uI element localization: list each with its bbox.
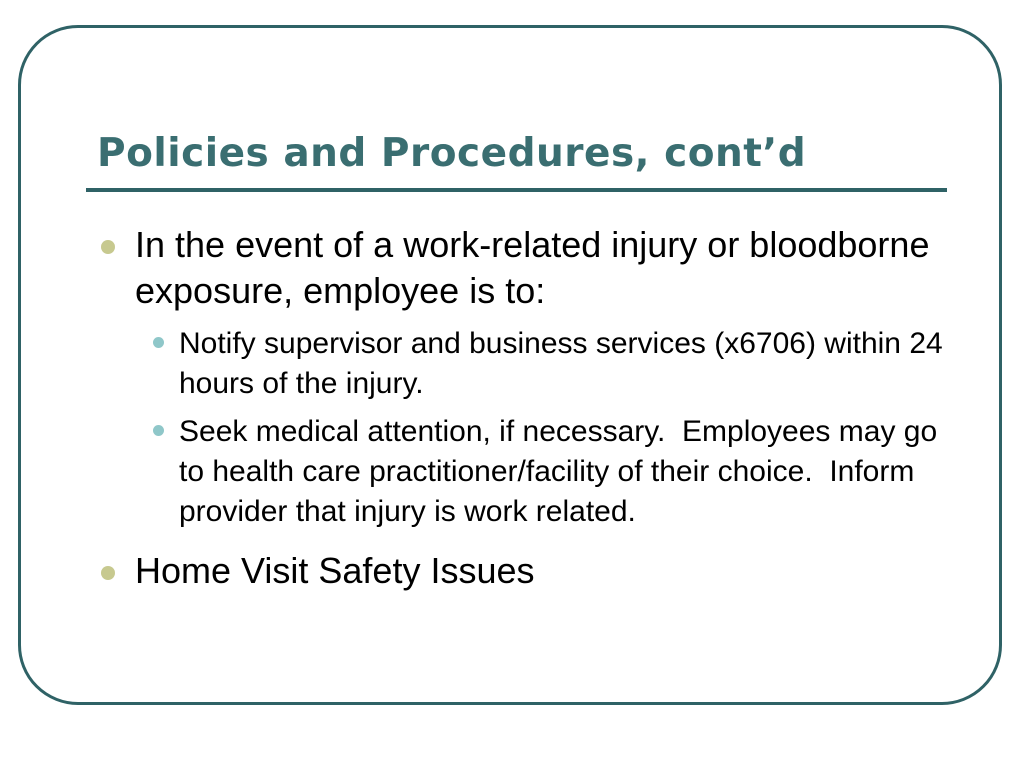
sub-bullet-list: [97, 324, 957, 532]
bullet-text: In the event of a work-related injury or bloodborne exposure, employee is to:: [135, 224, 930, 311]
sub-bullet-text: Seek medical attention, if necessary. Employees may go to health care practitioner/facility of their choice. Inform provider that injury is work related.: [179, 415, 946, 528]
sub-bullet-item: [97, 412, 957, 532]
bullet-dot-icon: [101, 566, 115, 580]
slide-body: [97, 222, 957, 594]
bullet-item: [97, 222, 957, 314]
sub-bullet-item: [97, 324, 957, 404]
bullet-item: [97, 548, 957, 594]
title-underline: [86, 188, 947, 192]
sub-bullet-dot-icon: [153, 425, 164, 436]
bullet-dot-icon: [101, 240, 115, 254]
sub-bullet-dot-icon: [153, 337, 164, 348]
bullet-text: Home Visit Safety Issues: [135, 550, 535, 591]
slide-title: Policies and Procedures, cont’d: [97, 131, 807, 176]
sub-bullet-text: Notify supervisor and business services (x6706) within 24 hours of the injury.: [179, 327, 943, 400]
